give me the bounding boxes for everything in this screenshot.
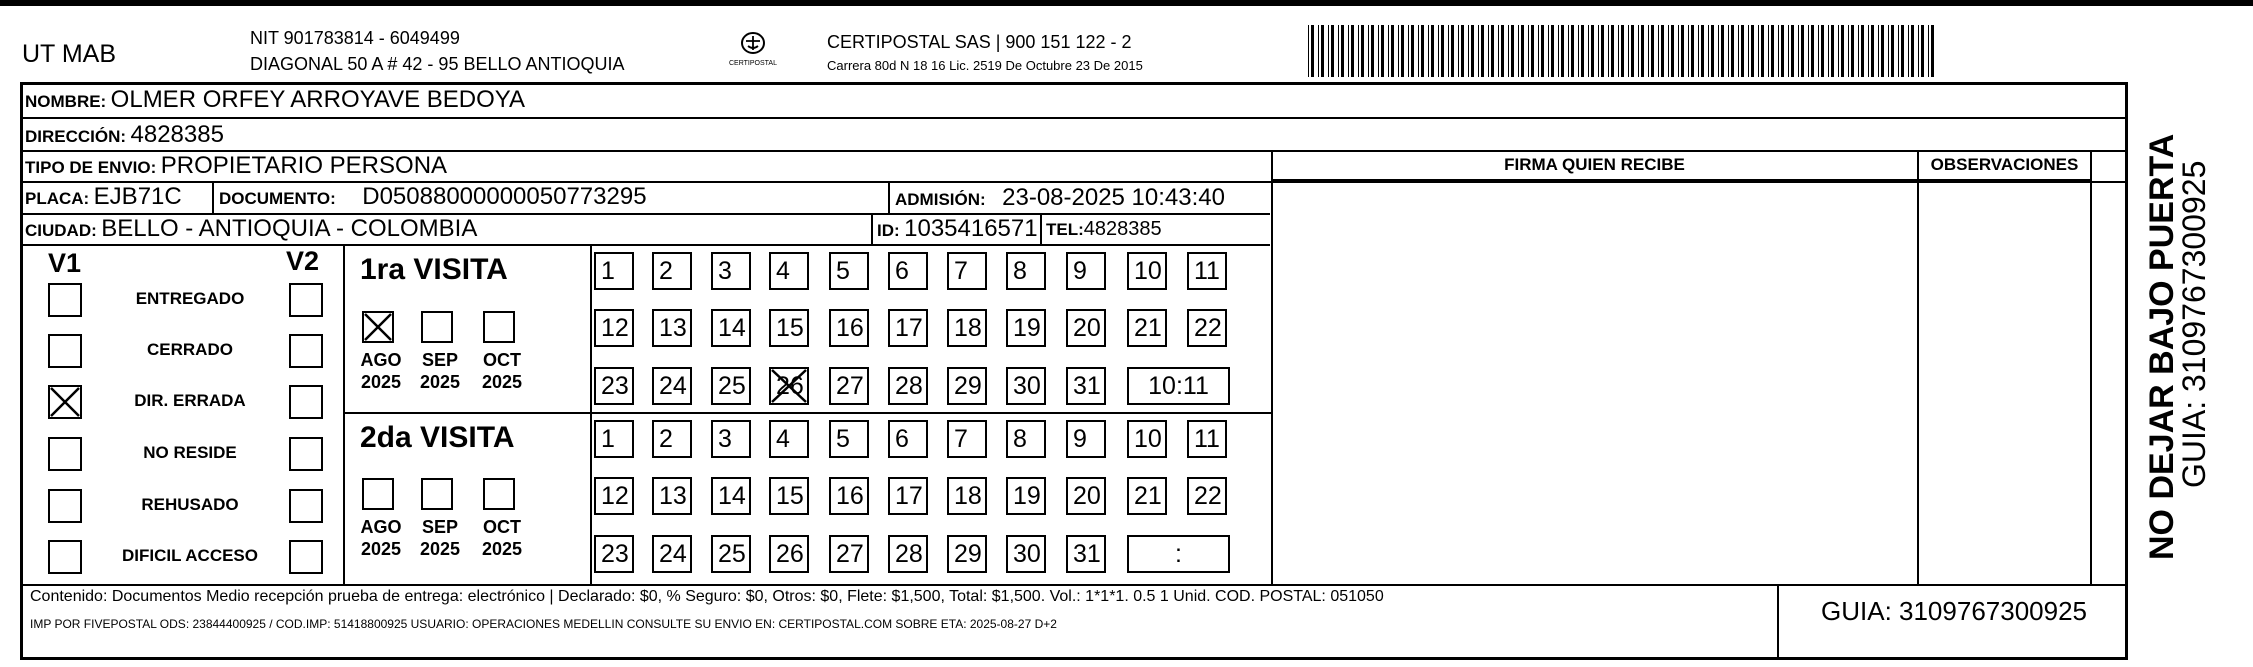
v2-header: V2 xyxy=(286,246,320,276)
barcode-bar xyxy=(1528,25,1529,77)
barcode-bar xyxy=(1588,25,1589,77)
visit1-day-box[interactable]: 27 xyxy=(829,367,869,405)
barcode-bar xyxy=(1491,25,1494,77)
barcode-bar xyxy=(1651,25,1654,77)
visit2-day-box[interactable]: 31 xyxy=(1066,535,1106,573)
recipient-address: 4828385 xyxy=(130,121,224,148)
barcode-bar xyxy=(1911,25,1914,77)
barcode-bar xyxy=(1418,25,1419,77)
visit1-day-box[interactable]: 24 xyxy=(652,367,692,405)
side-warning: NO DEJAR BAJO PUERTA xyxy=(2143,133,2181,560)
barcode-bar xyxy=(1451,25,1454,77)
barcode-bar xyxy=(1771,25,1774,77)
visit1-day-box[interactable]: 2 xyxy=(652,252,692,290)
barcode-bar xyxy=(1918,25,1919,77)
barcode-bar xyxy=(1881,25,1884,77)
barcode-bar xyxy=(1811,25,1814,77)
visit2-year-label: 2025 xyxy=(360,539,402,559)
tel-field xyxy=(1046,218,1162,241)
visit2-day-box[interactable]: 30 xyxy=(1006,535,1046,573)
barcode-bar xyxy=(1551,25,1554,77)
visit2-month-checkbox[interactable] xyxy=(362,478,394,510)
barcode-bar xyxy=(1311,25,1314,77)
status-label: REHUSADO xyxy=(141,495,239,514)
v1-header: V1 xyxy=(48,248,82,278)
document-field xyxy=(219,183,647,211)
barcode-bar xyxy=(1768,25,1769,77)
barcode-bar xyxy=(1478,25,1479,77)
barcode-bar xyxy=(1508,25,1509,77)
barcode-bar xyxy=(1481,25,1484,77)
status-label: DIR. ERRADA xyxy=(134,391,246,410)
barcode-bar xyxy=(1538,25,1539,77)
visit2-day-box[interactable]: 18 xyxy=(947,477,987,515)
barcode-bar xyxy=(1708,25,1709,77)
barcode-bar xyxy=(1438,25,1439,77)
barcode-bar xyxy=(1498,25,1499,77)
barcode-bar xyxy=(1908,25,1909,77)
visit2-day-box[interactable]: 13 xyxy=(652,477,692,515)
barcode-bar xyxy=(1668,25,1669,77)
barcode-bar xyxy=(1901,25,1904,77)
barcode-bar xyxy=(1731,25,1734,77)
visit1-day-box[interactable]: 21 xyxy=(1127,309,1167,347)
barcode-bar xyxy=(1851,25,1854,77)
v2-checkbox[interactable] xyxy=(289,385,323,419)
barcode-bar xyxy=(1431,25,1434,77)
visit2-time-box[interactable]: : xyxy=(1127,535,1230,573)
v1-checkbox[interactable] xyxy=(48,283,82,317)
barcode-bar xyxy=(1868,25,1869,77)
send-type: PROPIETARIO PERSONA xyxy=(160,152,448,179)
barcode-bar xyxy=(1788,25,1789,77)
visit2-month-checkbox[interactable] xyxy=(483,478,515,510)
barcode-bar xyxy=(1568,25,1569,77)
visit2-month-label: OCT xyxy=(483,517,521,537)
visit2-day-box[interactable]: 23 xyxy=(594,535,634,573)
visit2-day-box[interactable]: 15 xyxy=(769,477,809,515)
document-number: D05088000000050773295 xyxy=(362,183,647,210)
barcode-bar xyxy=(1601,25,1604,77)
barcode-bar xyxy=(1598,25,1599,77)
visit2-year-label: 2025 xyxy=(481,539,523,559)
barcode-bar xyxy=(1541,25,1544,77)
barcode-bar xyxy=(1671,25,1674,77)
barcode-bar xyxy=(1548,25,1549,77)
send-type-row xyxy=(25,152,447,180)
tel-number: 4828385 xyxy=(1083,218,1162,240)
visit1-day-box[interactable]: 11 xyxy=(1187,252,1227,290)
v2-checkbox[interactable] xyxy=(289,334,323,368)
barcode-bar xyxy=(1531,25,1534,77)
v2-checkbox[interactable] xyxy=(289,489,323,523)
barcode-bar xyxy=(1358,25,1359,77)
barcode-bar xyxy=(1838,25,1839,77)
visit1-day-box[interactable]: 9 xyxy=(1066,252,1106,290)
send-type-label: TIPO DE ENVIO: xyxy=(25,158,157,177)
barcode-bar xyxy=(1688,25,1689,77)
barcode-bar xyxy=(1661,25,1664,77)
v2-checkbox[interactable] xyxy=(289,283,323,317)
visit1-day-box[interactable]: 20 xyxy=(1066,309,1106,347)
barcode-bar xyxy=(1328,25,1329,77)
visit2-month-label: AGO xyxy=(360,517,402,537)
id-field xyxy=(877,215,1038,243)
footer-contents: Contenido: Documentos Medio recepción prueba de entrega: electrónico | Declarado: $0, % Seguro: $0, Otros: $0, Flete: $1,500, Total: $1,500. Vol.: 1*1*1. 0.5 1 Unid. COD. POSTAL: 051050 xyxy=(30,588,1384,605)
visit1-day-box[interactable]: 16 xyxy=(829,309,869,347)
barcode-bar xyxy=(1351,25,1354,77)
carrier-license: Carrera 80d N 18 16 Lic. 2519 De Octubre 23 De 2015 xyxy=(827,58,1143,73)
visit1-day-box[interactable]: 28 xyxy=(888,367,928,405)
visit1-title: 1ra VISITA xyxy=(360,253,508,286)
visit1-day-box[interactable]: 7 xyxy=(947,252,987,290)
barcode-bar xyxy=(1878,25,1879,77)
visit2-day-box[interactable]: 22 xyxy=(1187,477,1227,515)
address-row xyxy=(25,121,224,149)
barcode-bar xyxy=(1331,25,1334,77)
visit2-day-box[interactable]: 7 xyxy=(947,420,987,458)
visit2-day-box[interactable]: 10 xyxy=(1127,420,1167,458)
visit2-day-box[interactable]: 5 xyxy=(829,420,869,458)
visit1-month-label: AGO xyxy=(360,350,402,370)
barcode-bar xyxy=(1391,25,1394,77)
barcode-bar xyxy=(1398,25,1399,77)
city: BELLO - ANTIOQUIA - COLOMBIA xyxy=(101,215,478,242)
admission-label: ADMISIÓN: xyxy=(895,190,986,209)
barcode-bar xyxy=(1611,25,1614,77)
visit2-day-box[interactable]: 9 xyxy=(1066,420,1106,458)
visit1-day-box[interactable]: 5 xyxy=(829,252,869,290)
barcode-bar xyxy=(1591,25,1594,77)
barcode-bar xyxy=(1721,25,1724,77)
barcode-bar xyxy=(1921,25,1924,77)
status-label: CERRADO xyxy=(147,340,233,359)
v1-checkbox[interactable] xyxy=(48,437,82,471)
id-label: ID: xyxy=(877,221,900,240)
visit1-time-box[interactable]: 10:11 xyxy=(1127,367,1230,405)
visit2-day-box[interactable]: 19 xyxy=(1006,477,1046,515)
certipostal-logo xyxy=(718,30,788,74)
visit1-day-box[interactable]: 18 xyxy=(947,309,987,347)
status-label: DIFICIL ACCESO xyxy=(121,546,258,565)
signature-area[interactable] xyxy=(1275,183,1915,581)
visit2-day-box[interactable]: 14 xyxy=(711,477,751,515)
visit1-day-box[interactable]: 12 xyxy=(594,309,634,347)
v1-checkbox[interactable] xyxy=(48,540,82,574)
visit2-day-box[interactable]: 29 xyxy=(947,535,987,573)
v2-checkbox[interactable] xyxy=(289,437,323,471)
visit2-day-box[interactable]: 11 xyxy=(1187,420,1227,458)
barcode-bar xyxy=(1411,25,1414,77)
barcode-bar xyxy=(1898,25,1899,77)
barcode-bar xyxy=(1401,25,1404,77)
visit2-day-box[interactable]: 1 xyxy=(594,420,634,458)
barcode-bar xyxy=(1378,25,1379,77)
admission-field xyxy=(895,184,1225,212)
barcode-bar xyxy=(1808,25,1809,77)
barcode-bar xyxy=(1321,25,1324,77)
visit2-day-box[interactable]: 4 xyxy=(769,420,809,458)
barcode-bar xyxy=(1428,25,1429,77)
barcode-bar xyxy=(1828,25,1829,77)
barcode-bar xyxy=(1458,25,1459,77)
barcode-bar xyxy=(1848,25,1849,77)
barcode-bar xyxy=(1348,25,1349,77)
visit1-day-box[interactable]: 22 xyxy=(1187,309,1227,347)
visit1-day-box[interactable]: 14 xyxy=(711,309,751,347)
barcode-bar xyxy=(1698,25,1699,77)
barcode-bar xyxy=(1341,25,1344,77)
barcode-bar xyxy=(1648,25,1649,77)
barcode-bar xyxy=(1518,25,1519,77)
barcode-bar xyxy=(1561,25,1564,77)
visit1-day-box[interactable]: 4 xyxy=(769,252,809,290)
barcode-bar xyxy=(1621,25,1624,77)
visit1-day-box[interactable]: 31 xyxy=(1066,367,1106,405)
barcode-bar xyxy=(1658,25,1659,77)
barcode-bar xyxy=(1471,25,1474,77)
barcode-bar xyxy=(1681,25,1684,77)
visit1-day-box[interactable]: 6 xyxy=(888,252,928,290)
barcode-bar xyxy=(1691,25,1694,77)
signature-header: FIRMA QUIEN RECIBE xyxy=(1504,155,1685,174)
barcode-bar xyxy=(1638,25,1639,77)
barcode-bar xyxy=(1928,25,1929,77)
barcode-bar xyxy=(1821,25,1824,77)
barcode xyxy=(1308,25,1943,77)
barcode-bar xyxy=(1741,25,1744,77)
visit1-day-box[interactable]: 1 xyxy=(594,252,634,290)
visit1-month-checkbox[interactable] xyxy=(362,311,394,343)
footer-print-info: IMP POR FIVEPOSTAL ODS: 23844400925 / COD.IMP: 51418800925 USUARIO: OPERACIONES MEDELLIN CONSULTE SU ENVIO EN: CERTIPOSTAL.COM SOBRE ETA: 2025-08-27 D+2 xyxy=(30,617,1057,631)
barcode-bar xyxy=(1761,25,1764,77)
barcode-bar xyxy=(1791,25,1794,77)
visit2-day-box[interactable]: 27 xyxy=(829,535,869,573)
barcode-bar xyxy=(1871,25,1874,77)
plate: EJB71C xyxy=(93,183,182,210)
barcode-bar xyxy=(1888,25,1889,77)
id-number: 1035416571 xyxy=(904,215,1038,242)
carrier-name: CERTIPOSTAL SAS | 900 151 122 - 2 xyxy=(827,32,1132,52)
side-guide: GUIA: 3109767300925 xyxy=(2176,160,2212,488)
observations-header: OBSERVACIONES xyxy=(1930,155,2079,174)
barcode-bar xyxy=(1521,25,1524,77)
plate-label: PLACA: xyxy=(25,189,90,208)
visit1-day-box[interactable]: 3 xyxy=(711,252,751,290)
barcode-bar xyxy=(1701,25,1704,77)
visit2-day-box[interactable]: 3 xyxy=(711,420,751,458)
city-field xyxy=(25,215,477,243)
recipient-name: OLMER ORFEY ARROYAVE BEDOYA xyxy=(110,86,525,113)
company-address: DIAGONAL 50 A # 42 - 95 BELLO ANTIOQUIA xyxy=(250,54,625,74)
barcode-bar xyxy=(1408,25,1409,77)
barcode-bar xyxy=(1421,25,1424,77)
barcode-bar xyxy=(1841,25,1844,77)
visit2-day-box[interactable]: 12 xyxy=(594,477,634,515)
barcode-bar xyxy=(1368,25,1369,77)
visit1-day-box[interactable]: 25 xyxy=(711,367,751,405)
barcode-bar xyxy=(1511,25,1514,77)
barcode-bar xyxy=(1641,25,1644,77)
barcode-bar xyxy=(1778,25,1779,77)
barcode-bar xyxy=(1371,25,1374,77)
footer-guide: GUIA: 3109767300925 xyxy=(1821,596,2087,626)
top-rule xyxy=(0,0,2253,6)
barcode-bar xyxy=(1441,25,1444,77)
barcode-bar xyxy=(1308,25,1309,77)
visit2-day-box[interactable]: 28 xyxy=(888,535,928,573)
barcode-bar xyxy=(1618,25,1619,77)
barcode-bar xyxy=(1388,25,1389,77)
barcode-bar xyxy=(1448,25,1449,77)
barcode-bar xyxy=(1718,25,1719,77)
visit1-year-label: 2025 xyxy=(481,372,523,392)
visit1-month-checkbox[interactable] xyxy=(483,311,515,343)
visit1-year-label: 2025 xyxy=(360,372,402,392)
barcode-bar xyxy=(1751,25,1754,77)
visit2-month-checkbox[interactable] xyxy=(421,478,453,510)
visit2-year-label: 2025 xyxy=(419,539,461,559)
barcode-bar xyxy=(1738,25,1739,77)
barcode-bar xyxy=(1468,25,1469,77)
visit1-day-box[interactable]: 26 xyxy=(769,367,809,405)
visit2-day-box[interactable]: 2 xyxy=(652,420,692,458)
observations-area[interactable] xyxy=(1921,183,2088,581)
visit2-day-box[interactable]: 16 xyxy=(829,477,869,515)
barcode-bar xyxy=(1318,25,1319,77)
barcode-bar xyxy=(1711,25,1714,77)
plate-field xyxy=(25,183,182,211)
visit1-month-label: SEP xyxy=(421,350,459,370)
company-name: UT MAB xyxy=(22,40,116,68)
name-label: NOMBRE: xyxy=(25,92,107,111)
barcode-bar xyxy=(1801,25,1804,77)
name-row xyxy=(25,86,525,114)
visit2-month-label: SEP xyxy=(421,517,459,537)
visit1-day-box[interactable]: 17 xyxy=(888,309,928,347)
barcode-bar xyxy=(1931,25,1934,77)
barcode-bar xyxy=(1608,25,1609,77)
visit1-month-checkbox[interactable] xyxy=(421,311,453,343)
barcode-bar xyxy=(1381,25,1384,77)
barcode-bar xyxy=(1748,25,1749,77)
barcode-bar xyxy=(1578,25,1579,77)
visit2-day-box[interactable]: 21 xyxy=(1127,477,1167,515)
barcode-bar xyxy=(1361,25,1364,77)
visit1-month-label: OCT xyxy=(483,350,521,370)
visit2-day-box[interactable]: 17 xyxy=(888,477,928,515)
barcode-bar xyxy=(1581,25,1584,77)
barcode-bar xyxy=(1488,25,1489,77)
barcode-bar xyxy=(1781,25,1784,77)
status-label: ENTREGADO xyxy=(135,289,245,308)
barcode-bar xyxy=(1501,25,1504,77)
v2-checkbox[interactable] xyxy=(289,540,323,574)
barcode-bar xyxy=(1728,25,1729,77)
v1-checkbox[interactable] xyxy=(48,489,82,523)
visit1-day-box[interactable]: 30 xyxy=(1006,367,1046,405)
barcode-bar xyxy=(1831,25,1834,77)
barcode-bar xyxy=(1338,25,1339,77)
barcode-bar xyxy=(1891,25,1894,77)
tel-label: TEL: xyxy=(1046,220,1084,239)
status-label: NO RESIDE xyxy=(143,443,237,462)
visit1-day-box[interactable]: 15 xyxy=(769,309,809,347)
city-label: CIUDAD: xyxy=(25,221,97,240)
visit2-day-box[interactable]: 26 xyxy=(769,535,809,573)
visit1-day-box[interactable]: 10 xyxy=(1127,252,1167,290)
visit1-year-label: 2025 xyxy=(419,372,461,392)
barcode-bar xyxy=(1628,25,1629,77)
visit2-day-box[interactable]: 20 xyxy=(1066,477,1106,515)
visit2-day-box[interactable]: 8 xyxy=(1006,420,1046,458)
address-label: DIRECCIÓN: xyxy=(25,127,127,146)
barcode-bar xyxy=(1571,25,1574,77)
v1-checkbox[interactable] xyxy=(48,385,82,419)
barcode-bar xyxy=(1818,25,1819,77)
visit1-day-box[interactable]: 13 xyxy=(652,309,692,347)
visit2-day-box[interactable]: 25 xyxy=(711,535,751,573)
barcode-bar xyxy=(1758,25,1759,77)
visit2-title: 2da VISITA xyxy=(360,421,515,454)
visit1-day-box[interactable]: 8 xyxy=(1006,252,1046,290)
barcode-bar xyxy=(1558,25,1559,77)
barcode-bar xyxy=(1678,25,1679,77)
visit1-day-box[interactable]: 23 xyxy=(594,367,634,405)
company-nit: NIT 901783814 - 6049499 xyxy=(250,28,460,48)
barcode-bar xyxy=(1858,25,1859,77)
barcode-bar xyxy=(1631,25,1634,77)
barcode-bar xyxy=(1798,25,1799,77)
logo-text: CERTIPOSTAL xyxy=(729,60,777,67)
logo-mark-icon xyxy=(738,30,768,58)
visit1-day-box[interactable]: 19 xyxy=(1006,309,1046,347)
v1-checkbox[interactable] xyxy=(48,334,82,368)
visit2-day-box[interactable]: 6 xyxy=(888,420,928,458)
document-label: DOCUMENTO: xyxy=(219,189,336,208)
visit1-day-box[interactable]: 29 xyxy=(947,367,987,405)
barcode-bar xyxy=(1461,25,1464,77)
barcode-bar xyxy=(1861,25,1864,77)
visit2-day-box[interactable]: 24 xyxy=(652,535,692,573)
admission-date: 23-08-2025 10:43:40 xyxy=(1002,184,1225,211)
